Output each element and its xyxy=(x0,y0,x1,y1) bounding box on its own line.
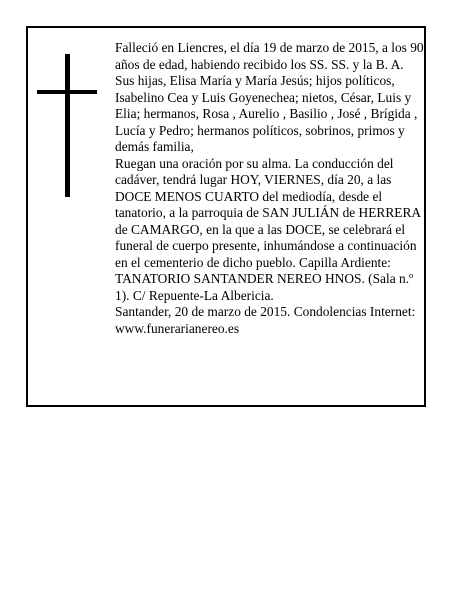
death-announcement: Falleció en Liencres, el día 19 de marzo de 2015, a los 90 años de edad, habiendo recibido los SS. SS. y la B. A. xyxy=(115,40,424,72)
place-date-condolences: Santander, 20 de marzo de 2015. Condolencias Internet: www.funerarianereo.es xyxy=(115,304,416,336)
cross-horizontal-bar xyxy=(37,90,97,94)
latin-cross-icon xyxy=(37,54,97,197)
funeral-details: Ruegan una oración por su alma. La conducción del cadáver, tendrá lugar HOY, VIERNES, día 20, a las DOCE MENOS CUARTO del mediodía, desde el tanatorio, a la parroquia de SAN JULIÁN de HERRERA de CAMARGO, en la que a las DOCE, se celebrará el funeral de cuerpo presente, inhumándose a continuación en el cementerio de dicho pueblo. Capilla Ardiente: TANATORIO SANTANDER NEREO HNOS. (Sala n.º 1). C/ Repuente-La Albericia. xyxy=(115,155,421,303)
family-list: Sus hijas, Elisa María y María Jesús; hijos políticos, Isabelino Cea y Luis Goyenechea; nietos, César, Luis y Elia; hermanos, Rosa , Aurelio , Basilio , José , Brígida , Lucía y Pedro; hermanos políticos, sobrinos, primos y demás familia, xyxy=(115,73,418,154)
cross-vertical-bar xyxy=(65,54,70,197)
obituary-text xyxy=(115,40,425,337)
obituary-notice-frame xyxy=(26,26,426,407)
